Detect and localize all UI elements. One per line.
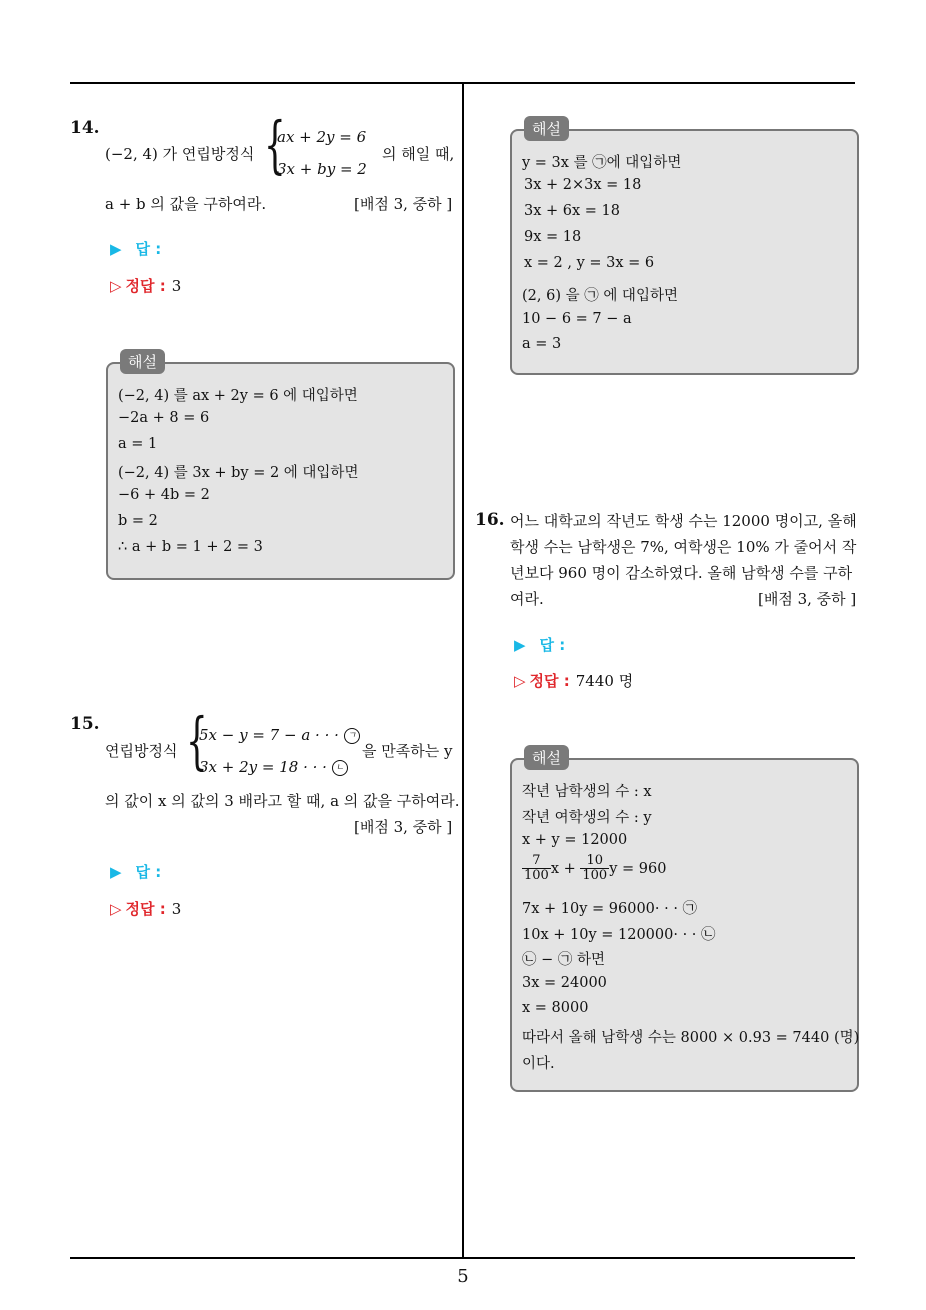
q14-sol-line: b = 2: [118, 513, 158, 529]
q14-answer-label: 답 :: [135, 240, 162, 258]
outline-triangle-icon: ▷: [110, 277, 122, 295]
q16-sol-line: x = 8000: [522, 1000, 589, 1016]
q15-sol-line: 10 − 6 = 7 − a: [522, 311, 632, 327]
q16-sol-line: 작년 남학생의 수 : x: [522, 784, 652, 800]
q15-sol-line: 3x + 2×3x = 18: [524, 177, 642, 193]
q16-answer-label: 답 :: [539, 636, 566, 654]
q14-answer[interactable]: [110, 238, 161, 259]
q15-correct-label: 정답 :: [125, 900, 166, 918]
q15-sol-line: a = 3: [522, 336, 562, 352]
q15-solution-tag: 해설: [524, 116, 569, 141]
play-icon: ▶: [110, 863, 122, 881]
q16-sol-line: 10x + 10y = 120000· · · ㉡: [522, 927, 716, 943]
q15-score: [배점 3, 중하 ]: [354, 818, 453, 836]
play-icon: ▶: [514, 636, 526, 654]
q15-sol-line: x = 2 , y = 3x = 6: [524, 255, 655, 271]
q15-correct-value: 3: [171, 900, 182, 918]
q16-line: 학생 수는 남학생은 7%, 여학생은 10% 가 줄어서 작: [510, 538, 857, 556]
q15-tail: 을 만족하는 y: [362, 742, 453, 760]
q16-sol-line: 3x = 24000: [522, 975, 607, 991]
q16-sol-fraction-line: $\frac{7}{100}$ x + $\frac{10}{100}$ y = 960: [524, 853, 667, 884]
q15-answer-label: 답 :: [135, 863, 162, 881]
q14-score: [배점 3, 중하 ]: [354, 195, 453, 213]
q15-sol-line: 9x = 18: [524, 229, 582, 245]
q16-sol-line: 따라서 올해 남학생 수는 8000 × 0.93 = 7440 (명): [522, 1030, 860, 1046]
page-number: 5: [457, 1266, 469, 1287]
q15-intro: 연립방정식: [105, 742, 178, 760]
q16-sol-line: ㉡ − ㉠ 하면: [522, 952, 605, 968]
q15-sol-line: 3x + 6x = 18: [524, 203, 620, 219]
q16-solution-tag: 해설: [524, 745, 569, 770]
q14-correct-label: 정답 :: [125, 277, 166, 295]
outline-triangle-icon: ▷: [514, 672, 526, 690]
q14-number: 14.: [70, 118, 100, 138]
q14-solution-tag: 해설: [120, 349, 165, 374]
q15-eq2: 3x + 2y = 18 · · · ㄴ: [199, 758, 348, 776]
circled-g-icon: ㄱ: [344, 728, 360, 744]
q14-sol-line: −2a + 8 = 6: [118, 410, 210, 426]
q14-eq1: ax + 2y = 6: [277, 128, 367, 146]
q16-correct: [514, 670, 633, 691]
q14-sol-line: a = 1: [118, 436, 158, 452]
outline-triangle-icon: ▷: [110, 900, 122, 918]
q16-correct-label: 정답 :: [529, 672, 570, 690]
q14-tail: 의 해일 때,: [382, 145, 455, 163]
q14-correct: [110, 275, 181, 296]
column-divider: [462, 83, 464, 1258]
q14-brace: {: [264, 108, 286, 181]
q14-intro: (−2, 4) 가 연립방정식: [105, 145, 255, 163]
q14-sol-line: ∴ a + b = 1 + 2 = 3: [118, 539, 263, 555]
q15-sol-line: (2, 6) 을 ㉠ 에 대입하면: [522, 288, 678, 304]
circled-n-icon: ㄴ: [332, 760, 348, 776]
q16-correct-value: 7440 명: [575, 672, 634, 690]
fraction: $\frac{10}{100}$: [582, 853, 608, 884]
q16-line: 어느 대학교의 작년도 학생 수는 12000 명이고, 올해: [510, 512, 857, 530]
q16-answer[interactable]: [514, 634, 565, 655]
q14-sol-line: (−2, 4) 를 3x + by = 2 에 대입하면: [118, 465, 359, 481]
q15-sol-line: y = 3x 를 ㉠에 대입하면: [522, 155, 682, 171]
play-icon: ▶: [110, 240, 122, 258]
q16-sol-line: x + y = 12000: [522, 832, 628, 848]
q14-eq2: 3x + by = 2: [277, 160, 367, 178]
q16-line: 년보다 960 명이 감소하였다. 올해 남학생 수를 구하: [510, 564, 853, 582]
q16-number: 16.: [475, 510, 505, 530]
fraction: $\frac{7}{100}$: [524, 853, 549, 884]
bottom-rule: [70, 1257, 855, 1259]
q16-line: 여라.: [510, 590, 544, 608]
q15-eq1: 5x − y = 7 − a · · · ㄱ: [199, 726, 360, 744]
q16-sol-line: 이다.: [522, 1056, 555, 1072]
q14-sol-line: −6 + 4b = 2: [118, 487, 210, 503]
q16-score: [배점 3, 중하 ]: [758, 590, 857, 608]
q15-number: 15.: [70, 714, 100, 734]
q16-sol-line: 7x + 10y = 96000· · · ㉠: [522, 901, 698, 917]
q14-correct-value: 3: [171, 277, 182, 295]
q14-line2: a + b 의 값을 구하여라.: [105, 195, 267, 213]
q14-sol-line: (−2, 4) 를 ax + 2y = 6 에 대입하면: [118, 388, 358, 404]
q15-brace: {: [186, 704, 208, 777]
q16-sol-line: 작년 여학생의 수 : y: [522, 810, 652, 826]
q15-answer[interactable]: [110, 861, 161, 882]
q15-correct: [110, 898, 181, 919]
q15-line2: 의 값이 x 의 값의 3 배라고 할 때, a 의 값을 구하여라.: [105, 792, 460, 810]
